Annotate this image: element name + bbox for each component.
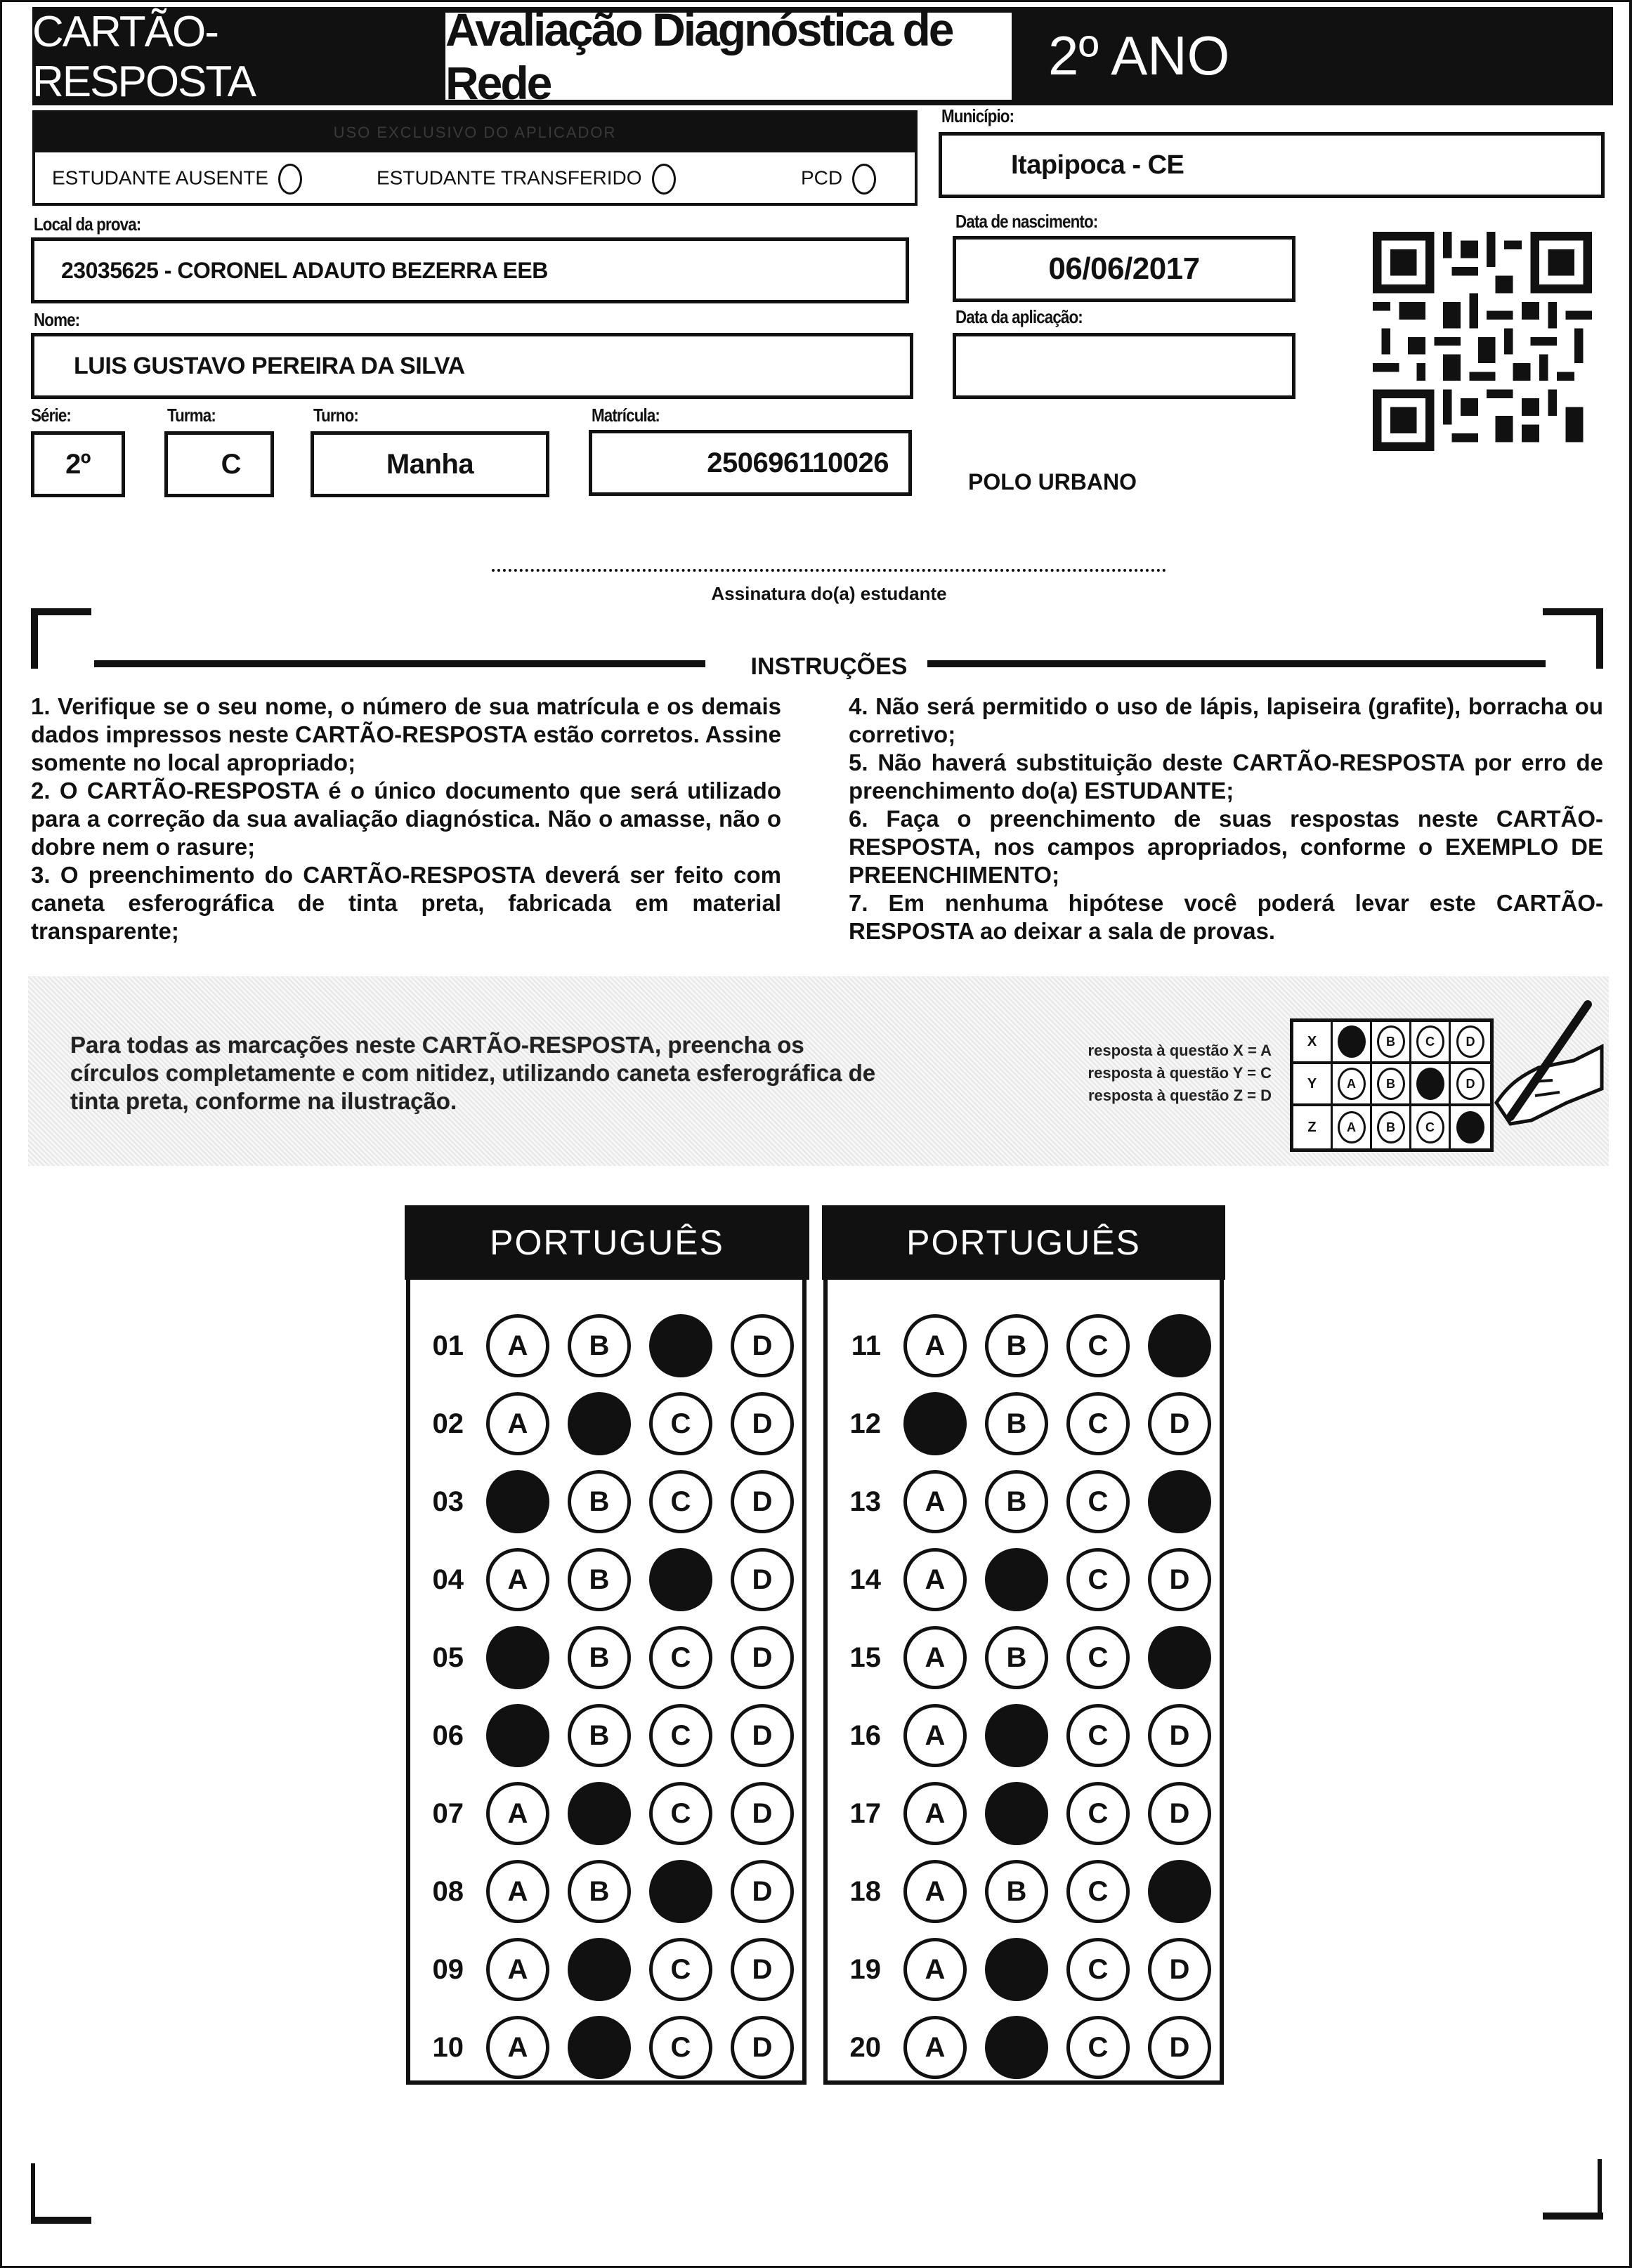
example-answer-lines	[1033, 1040, 1272, 1107]
question-row	[828, 1547, 1211, 1612]
answer-bubble[interactable]: C	[649, 1626, 712, 1689]
answer-bubble-filled[interactable]: B	[985, 1704, 1048, 1767]
answer-grid-1	[406, 1273, 807, 2085]
answer-bubble[interactable]: A	[903, 1470, 967, 1533]
question-row	[410, 2015, 794, 2080]
example-q-label: X	[1293, 1022, 1333, 1061]
local-field	[31, 237, 909, 303]
answer-bubble[interactable]: B	[568, 1626, 631, 1689]
example-bubble: B	[1377, 1111, 1405, 1143]
answer-bubble[interactable]: C	[649, 1938, 712, 2001]
option-pcd-label: PCD	[801, 166, 843, 189]
question-row	[828, 1859, 1211, 1924]
answer-bubble[interactable]: A	[903, 1704, 967, 1767]
example-bubble: B	[1377, 1068, 1405, 1100]
instruction-7: 7. Em nenhuma hipótese você poderá levar este CARTÃO-RESPOSTA ao deixar a sala de provas.	[849, 890, 1603, 944]
answer-bubble[interactable]: D	[1148, 1548, 1211, 1611]
serie-field	[31, 431, 125, 497]
example-row-x	[1293, 1022, 1490, 1064]
answer-bubble[interactable]: C	[649, 2016, 712, 2079]
answer-bubble-filled[interactable]: D	[1148, 1470, 1211, 1533]
instructions-rule-left	[94, 660, 705, 667]
matricula-value: 250696110026	[707, 447, 889, 478]
answer-bubble[interactable]: A	[903, 1626, 967, 1689]
option-pcd[interactable]	[801, 164, 876, 195]
question-row	[410, 1703, 794, 1768]
question-row	[410, 1469, 794, 1534]
question-row	[410, 1859, 794, 1924]
corner-mark-top-left-h	[31, 608, 91, 615]
radio-absent[interactable]	[278, 164, 302, 195]
answer-bubble[interactable]: A	[903, 1782, 967, 1845]
answer-bubble-filled[interactable]: D	[1148, 1860, 1211, 1923]
example-grid	[1290, 1018, 1494, 1152]
assessment-title: Avaliação Diagnóstica de Rede	[445, 13, 1012, 100]
instructions-title: INSTRUÇÕES	[750, 653, 908, 680]
question-number: 06	[432, 1719, 464, 1751]
municipio-value: Itapipoca - CE	[1011, 150, 1184, 180]
question-row	[410, 1781, 794, 1846]
corner-mark-bottom-left	[31, 2163, 35, 2224]
question-number: 10	[432, 2031, 464, 2063]
answer-bubble[interactable]: C	[1066, 1548, 1130, 1611]
instructions-right	[849, 693, 1603, 945]
answer-bubble[interactable]: C	[649, 1782, 712, 1845]
question-number: 04	[432, 1564, 464, 1595]
grade-label: 2º ANO	[1012, 8, 1611, 103]
hand-with-pen-icon	[1468, 997, 1609, 1138]
radio-pcd[interactable]	[852, 164, 876, 195]
question-row	[828, 2015, 1211, 2080]
answer-bubble-filled[interactable]: B	[985, 1548, 1048, 1611]
instruction-3: 3. O preenchimento do CARTÃO-RESPOSTA deverá ser feito com caneta esferográfica de tinta preta, fabricada em material transparente;	[31, 862, 781, 944]
corner-mark-top-right-h	[1543, 608, 1603, 615]
nascimento-field	[953, 236, 1295, 302]
answer-bubble[interactable]: D	[1148, 2016, 1211, 2079]
example-line-y: resposta à questão Y = C	[1088, 1064, 1272, 1082]
question-row	[828, 1469, 1211, 1534]
answer-bubble[interactable]: A	[903, 1548, 967, 1611]
serie-label: Série:	[31, 405, 71, 426]
answer-bubble-filled[interactable]: B	[568, 2016, 631, 2079]
nascimento-value: 06/06/2017	[1048, 251, 1200, 286]
question-number: 03	[432, 1486, 464, 1517]
matricula-field	[589, 430, 912, 496]
example-row-z	[1293, 1106, 1490, 1148]
example-row-y	[1293, 1064, 1490, 1106]
question-number: 20	[849, 2031, 881, 2063]
answer-bubble[interactable]: D	[1148, 1782, 1211, 1845]
applicator-box	[32, 110, 918, 206]
turma-field	[164, 431, 274, 497]
subject-header-2: PORTUGUÊS	[822, 1205, 1225, 1280]
answer-bubble[interactable]: D	[731, 2016, 794, 2079]
answer-bubble[interactable]: C	[1066, 1392, 1130, 1455]
answer-bubble[interactable]: C	[649, 1392, 712, 1455]
corner-mark-top-right	[1596, 608, 1603, 669]
option-absent-label: ESTUDANTE AUSENTE	[52, 166, 269, 189]
answer-bubble[interactable]: A	[903, 1314, 967, 1377]
question-number: 18	[849, 1875, 881, 1907]
answer-grid-2	[823, 1273, 1224, 2085]
corner-mark-bottom-right	[1598, 2159, 1602, 2220]
applicator-options	[35, 152, 915, 206]
answer-bubble[interactable]: B	[985, 1392, 1048, 1455]
answer-bubble[interactable]: A	[486, 2016, 549, 2079]
question-number: 05	[432, 1641, 464, 1673]
instruction-1: 1. Verifique se o seu nome, o número de sua matrícula e os demais dados impressos neste CARTÃO-RESPOSTA estão corretos. Assine somente no local apropriado;	[31, 693, 781, 775]
answer-bubble[interactable]: A	[903, 1938, 967, 2001]
example-bubble: B	[1377, 1025, 1405, 1058]
instruction-2: 2. O CARTÃO-RESPOSTA é o único documento que será utilizado para a correção da sua avaliação diagnóstica. Não o amasse, não o dobre nem o rasure;	[31, 778, 781, 860]
question-number: 01	[432, 1330, 464, 1361]
answer-bubble[interactable]: C	[1066, 1470, 1130, 1533]
example-q-label: Z	[1293, 1106, 1333, 1148]
question-number: 07	[432, 1797, 464, 1829]
question-number: 14	[849, 1564, 881, 1595]
corner-mark-bottom-left-h	[31, 2217, 91, 2224]
answer-bubble[interactable]: D	[731, 1938, 794, 2001]
nome-label: Nome:	[34, 309, 80, 330]
example-q-label: Y	[1293, 1064, 1333, 1103]
answer-bubble[interactable]: D	[731, 1314, 794, 1377]
municipio-field	[939, 132, 1605, 198]
answer-bubble[interactable]: C	[649, 1470, 712, 1533]
answer-bubble-filled[interactable]: C	[649, 1548, 712, 1611]
answer-bubble-filled[interactable]: B	[985, 1782, 1048, 1845]
answer-bubble[interactable]: C	[1066, 2016, 1130, 2079]
answer-bubble[interactable]: A	[486, 1860, 549, 1923]
example-bubble: D	[1456, 1068, 1484, 1100]
example-bubble: C	[1416, 1025, 1444, 1058]
local-label: Local da prova:	[34, 214, 141, 235]
aplicacao-label: Data da aplicação:	[955, 306, 1083, 327]
answer-bubble[interactable]: B	[985, 1314, 1048, 1377]
answer-bubble[interactable]: B	[568, 1470, 631, 1533]
question-number: 13	[849, 1486, 881, 1517]
answer-bubble[interactable]: D	[731, 1392, 794, 1455]
subject-header-1: PORTUGUÊS	[405, 1205, 809, 1280]
answer-bubble[interactable]: A	[486, 1548, 549, 1611]
turno-field	[311, 431, 549, 497]
question-number: 02	[432, 1408, 464, 1439]
answer-bubble-filled[interactable]: D	[1148, 1314, 1211, 1377]
answer-bubble[interactable]: A	[486, 1314, 549, 1377]
answer-bubble[interactable]: D	[731, 1860, 794, 1923]
question-number: 11	[851, 1330, 881, 1361]
serie-value: 2º	[65, 448, 91, 480]
answer-bubble-filled[interactable]: B	[568, 1782, 631, 1845]
answer-bubble[interactable]: B	[985, 1470, 1048, 1533]
example-instruction-text: Para todas as marcações neste CARTÃO-RESPOSTA, preencha os círculos completamente e com nitidez, utilizando caneta esferográfica de tinta preta, conforme na ilustração.	[70, 1032, 876, 1114]
turno-value: Manha	[386, 448, 474, 480]
option-absent[interactable]	[52, 164, 302, 195]
answer-bubble-filled[interactable]: B	[985, 2016, 1048, 2079]
answer-bubble[interactable]: B	[568, 1860, 631, 1923]
answer-bubble-filled[interactable]: A	[486, 1704, 549, 1767]
answer-bubble[interactable]: B	[985, 1626, 1048, 1689]
example-bubble-filled: D	[1456, 1111, 1484, 1143]
instruction-5: 5. Não haverá substituição deste CARTÃO-RESPOSTA por erro de preenchimento do(a) ESTUDANTE;	[849, 749, 1603, 804]
answer-bubble[interactable]: B	[985, 1860, 1048, 1923]
signature-label: Assinatura do(a) estudante	[711, 583, 947, 604]
question-row	[828, 1703, 1211, 1768]
example-bubble-filled: C	[1416, 1068, 1444, 1100]
answer-bubble[interactable]: C	[1066, 1704, 1130, 1767]
example-bubble-filled: A	[1338, 1025, 1366, 1058]
answer-bubble[interactable]: A	[486, 1938, 549, 2001]
answer-bubble[interactable]: A	[486, 1392, 549, 1455]
question-number: 09	[432, 1953, 464, 1985]
question-number: 19	[849, 1953, 881, 1985]
turma-label: Turma:	[167, 405, 216, 426]
turma-value: C	[221, 448, 241, 480]
answer-bubble[interactable]: D	[731, 1548, 794, 1611]
answer-bubble-filled[interactable]: C	[649, 1314, 712, 1377]
instructions-rule-right	[927, 660, 1546, 667]
answer-bubble[interactable]: D	[731, 1470, 794, 1533]
aplicacao-field	[953, 333, 1295, 399]
answer-bubble-filled[interactable]: A	[486, 1626, 549, 1689]
answer-bubble[interactable]: D	[731, 1704, 794, 1767]
signature-line[interactable]	[492, 569, 1166, 572]
answer-bubble-filled[interactable]: A	[903, 1392, 967, 1455]
answer-bubble[interactable]: A	[486, 1782, 549, 1845]
option-transferred[interactable]	[377, 164, 676, 195]
matricula-label: Matrícula:	[592, 405, 660, 426]
question-row	[410, 1547, 794, 1612]
question-number: 17	[849, 1797, 881, 1829]
question-row	[828, 1313, 1211, 1378]
answer-bubble[interactable]: C	[1066, 1860, 1130, 1923]
question-number: 16	[849, 1719, 881, 1751]
answer-bubble[interactable]: D	[1148, 1392, 1211, 1455]
question-number: 15	[849, 1641, 881, 1673]
radio-transferred[interactable]	[652, 164, 676, 195]
local-value: 23035625 - CORONEL ADAUTO BEZERRA EEB	[61, 257, 548, 283]
answer-bubble-filled[interactable]: B	[985, 1938, 1048, 2001]
answer-bubble[interactable]: B	[568, 1704, 631, 1767]
example-bubble: C	[1416, 1111, 1444, 1143]
answer-bubble[interactable]: C	[1066, 1782, 1130, 1845]
nome-value: LUIS GUSTAVO PEREIRA DA SILVA	[74, 352, 465, 379]
answer-bubble-filled[interactable]: C	[649, 1860, 712, 1923]
answer-bubble[interactable]: D	[1148, 1704, 1211, 1767]
question-row	[828, 1625, 1211, 1690]
answer-bubble[interactable]: C	[1066, 1626, 1130, 1689]
question-row	[410, 1937, 794, 2002]
answer-bubble[interactable]: D	[731, 1626, 794, 1689]
applicator-bar: USO EXCLUSIVO DO APLICADOR	[35, 113, 915, 152]
answer-bubble[interactable]: B	[568, 1548, 631, 1611]
answer-bubble-filled[interactable]: D	[1148, 1626, 1211, 1689]
qr-code-icon	[1371, 232, 1593, 451]
question-row	[828, 1391, 1211, 1456]
answer-bubble[interactable]: D	[1148, 1938, 1211, 2001]
polo-label: POLO URBANO	[968, 469, 1137, 494]
answer-bubble[interactable]: A	[903, 2016, 967, 2079]
corner-mark-top-left	[31, 608, 38, 669]
instruction-6: 6. Faça o preenchimento de suas respostas neste CARTÃO-RESPOSTA, nos campos apropriados, conforme o EXEMPLO DE PREENCHIMENTO;	[849, 806, 1603, 888]
nome-field	[31, 333, 913, 399]
answer-bubble-filled[interactable]: A	[486, 1470, 549, 1533]
answer-bubble-filled[interactable]: B	[568, 1392, 631, 1455]
example-bubble: D	[1456, 1025, 1484, 1058]
question-row	[828, 1781, 1211, 1846]
nascimento-label: Data de nascimento:	[955, 211, 1098, 232]
instructions-left	[31, 693, 781, 945]
question-row	[410, 1391, 794, 1456]
answer-bubble[interactable]: D	[731, 1782, 794, 1845]
question-number: 08	[432, 1875, 464, 1907]
question-number: 12	[849, 1408, 881, 1439]
example-bubble: A	[1338, 1111, 1366, 1143]
card-title: CARTÃO-RESPOSTA	[32, 11, 440, 103]
question-row	[410, 1625, 794, 1690]
question-row	[828, 1937, 1211, 2002]
option-transferred-label: ESTUDANTE TRANSFERIDO	[377, 166, 642, 189]
answer-bubble-filled[interactable]: B	[568, 1938, 631, 2001]
answer-bubble[interactable]: C	[649, 1704, 712, 1767]
example-line-z: resposta à questão Z = D	[1088, 1087, 1272, 1104]
answer-bubble[interactable]: A	[903, 1860, 967, 1923]
question-row	[410, 1313, 794, 1378]
example-bubble: A	[1338, 1068, 1366, 1100]
municipio-label: Município:	[941, 105, 1014, 126]
example-line-x: resposta à questão X = A	[1088, 1042, 1272, 1059]
answer-bubble[interactable]: C	[1066, 1314, 1130, 1377]
instruction-4: 4. Não será permitido o uso de lápis, lapiseira (grafite), borracha ou corretivo;	[849, 693, 1603, 747]
corner-mark-bottom-right-h	[1543, 2213, 1603, 2220]
answer-bubble[interactable]: B	[568, 1314, 631, 1377]
answer-bubble[interactable]: C	[1066, 1938, 1130, 2001]
turno-label: Turno:	[313, 405, 358, 426]
